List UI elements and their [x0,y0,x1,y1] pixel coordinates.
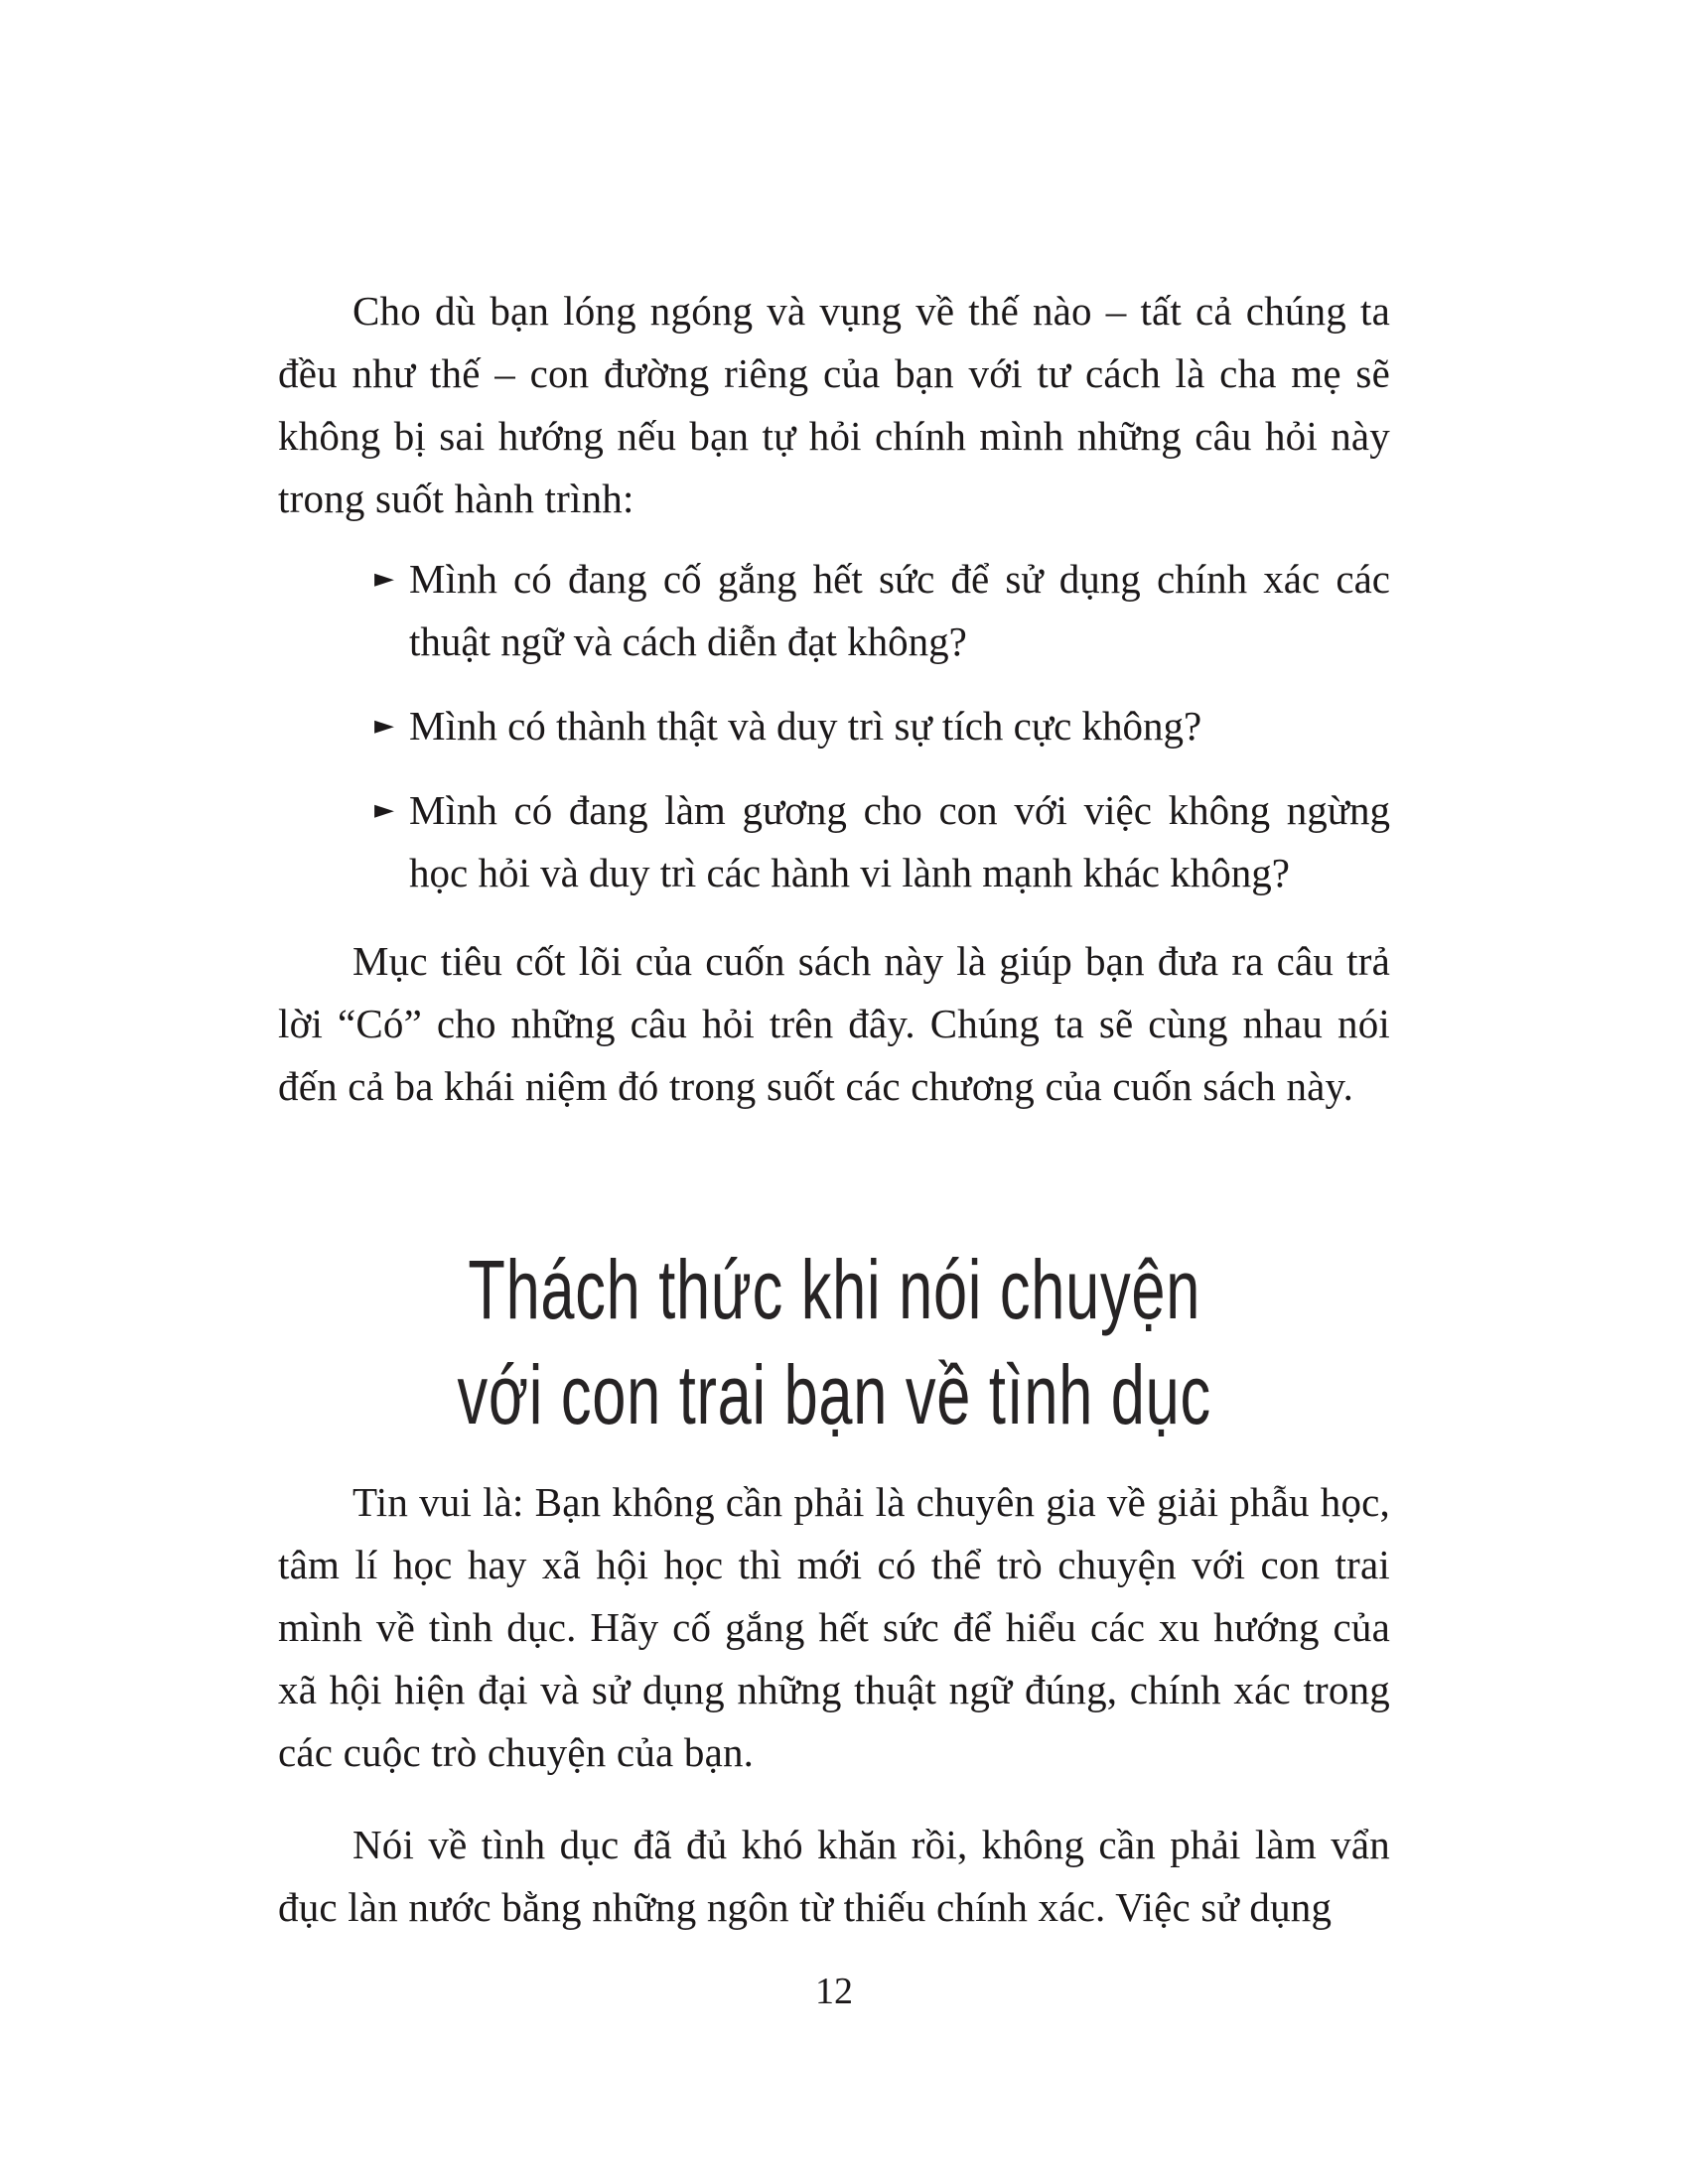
triangle-bullet-icon: ► [374,795,394,825]
text-block [278,280,1390,2010]
paragraph-talking-difficulty: Nói về tình dục đã đủ khó khăn rồi, không cần phải làm vẩn đục làn nước bằng những ngôn từ thiếu chính xác. Việc sử dụng [278,1822,1390,1930]
triangle-bullet-icon: ► [374,564,394,594]
paragraph-intro: Cho dù bạn lóng ngóng và vụng về thế nào – tất cả chúng ta đều như thế – con đường riêng của bạn với tư cách là cha mẹ sẽ không bị sai hướng nếu bạn tự hỏi chính mình những câu hỏi này trong suốt hành trình: [278,288,1390,521]
triangle-bullet-icon: ► [374,711,394,741]
section-heading-line-2: với con trai bạn về tình dục [457,1348,1211,1441]
paragraph-goal: Mục tiêu cốt lõi của cuốn sách này là giúp bạn đưa ra câu trả lời “Có” cho những câu hỏi trên đây. Chúng ta sẽ cùng nhau nói đến cả ba khái niệm đó trong suốt các chương của cuốn sách này. [278,938,1390,1109]
list-item [374,548,1390,673]
list-item-text: Mình có thành thật và duy trì sự tích cực không? [409,703,1202,749]
paragraph-good-news: Tin vui là: Bạn không cần phải là chuyên gia về giải phẫu học, tâm lí học hay xã hội học thì mới có thể trò chuyện với con trai mình về tình dục. Hãy cố gắng hết sức để hiểu các xu hướng của xã hội hiện đại và sử dụng những thuật ngữ đúng, chính xác trong các cuộc trò chuyện của bạn. [278,1479,1390,1775]
section-heading-line-1: Thách thức khi nói chuyện [468,1243,1200,1336]
section-heading [278,1237,1390,1447]
page-number: 12 [815,1971,853,2012]
question-list [278,548,1390,904]
list-item-text: Mình có đang làm gương cho con với việc không ngừng học hỏi và duy trì các hành vi lành mạnh khác không? [409,787,1390,895]
list-item [374,695,1390,757]
list-item-text: Mình có đang cố gắng hết sức để sử dụng chính xác các thuật ngữ và cách diễn đạt không? [409,556,1390,664]
list-item [374,779,1390,904]
